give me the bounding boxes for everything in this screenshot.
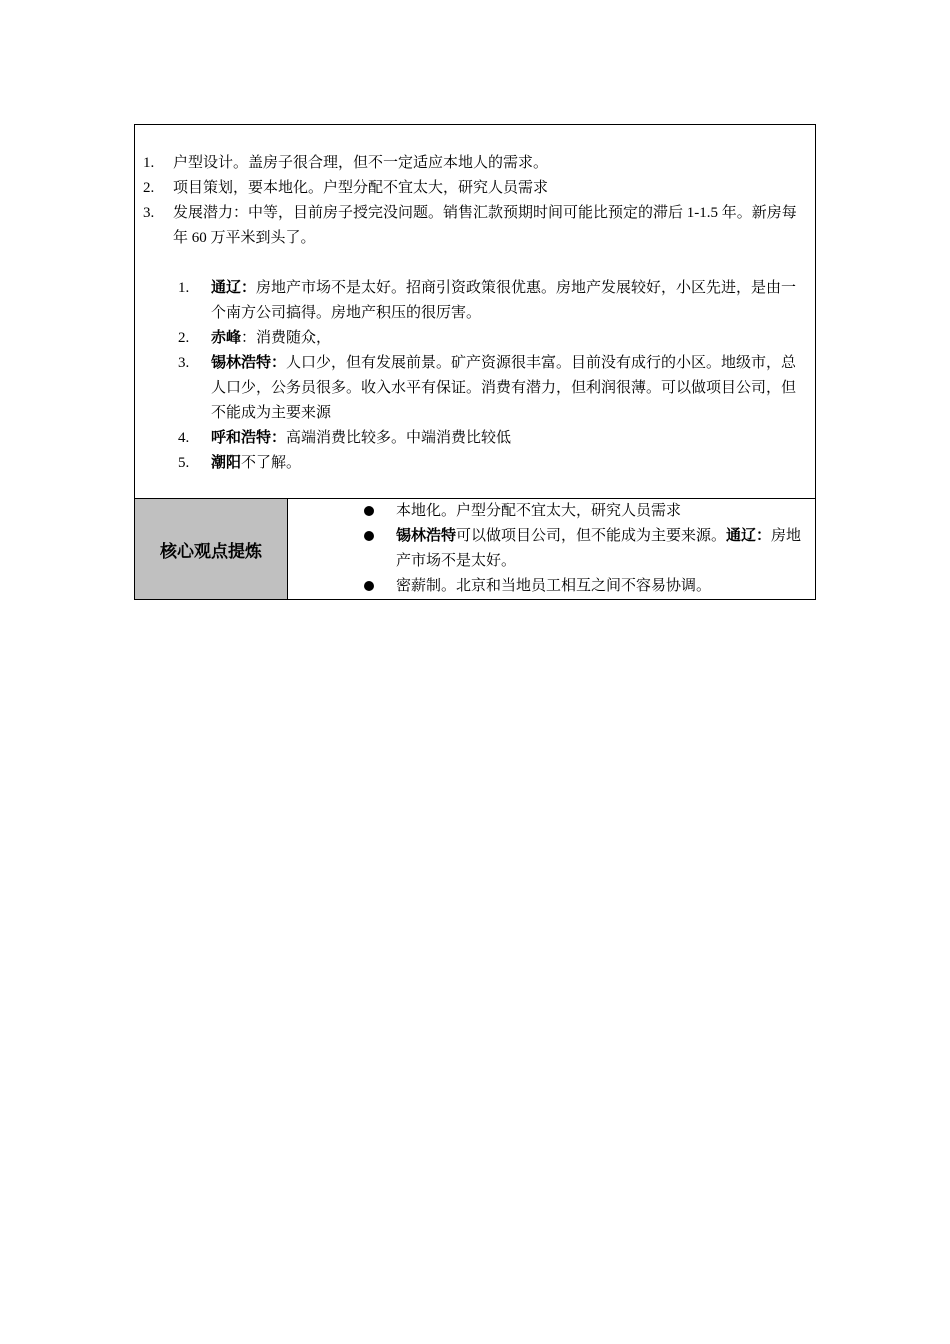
notes-table <box>134 124 816 600</box>
city-item: 4. 呼和浩特：高端消费比较多。中端消费比较低 <box>178 430 512 446</box>
summary-label: 核心观点提炼 <box>135 499 288 599</box>
notes-cell <box>135 125 815 499</box>
bullet-item: 锡林浩特可以做项目公司，但不能成为主要来源。通辽：房地产市场不是太好。 <box>288 524 807 574</box>
bullet-item: 本地化。户型分配不宜太大，研究人员需求 <box>288 499 807 524</box>
city-name: 锡林浩特： <box>211 355 287 371</box>
bullet-dot-icon <box>364 531 374 541</box>
bullet-item: 密薪制。北京和当地员工相互之间不容易协调。 <box>288 574 807 599</box>
city-name: 赤峰 <box>211 330 242 346</box>
numbered-list <box>143 151 807 251</box>
list-item: 2. 项目策划，要本地化。户型分配不宜太大，研究人员需求 <box>143 180 549 196</box>
city-item: 3. 锡林浩特：人口少，但有发展前景。矿产资源很丰富。目前没有成行的小区。地级市，总人口少，公务员很多。收入水平有保证。消费有潜力，但利润很薄。可以做项目公司，但不能成为主要来源 <box>178 355 797 421</box>
city-list <box>143 276 807 476</box>
summary-row <box>135 499 815 599</box>
list-item: 1. 户型设计。盖房子很合理，但不一定适应本地人的需求。 <box>143 155 549 171</box>
bullet-list <box>288 499 807 599</box>
city-name: 潮阳 <box>211 455 242 471</box>
city-name: 呼和浩特： <box>211 430 287 446</box>
bullet-dot-icon <box>364 506 374 516</box>
city-item: 1. 通辽：房地产市场不是太好。招商引资政策很优惠。房地产发展较好，小区先进，是由一个南方公司搞得。房地产积压的很厉害。 <box>178 280 797 321</box>
city-name: 通辽： <box>211 280 257 296</box>
city-item: 5. 潮阳不了解。 <box>178 455 302 471</box>
bullet-dot-icon <box>364 581 374 591</box>
summary-cell <box>288 499 815 599</box>
list-item: 3. 发展潜力：中等，目前房子授完没问题。销售汇款预期时间可能比预定的滞后 1-1.5 年。新房每年 60 万平米到头了。 <box>143 205 797 246</box>
city-item: 2. 赤峰：消费随众， <box>178 330 332 346</box>
